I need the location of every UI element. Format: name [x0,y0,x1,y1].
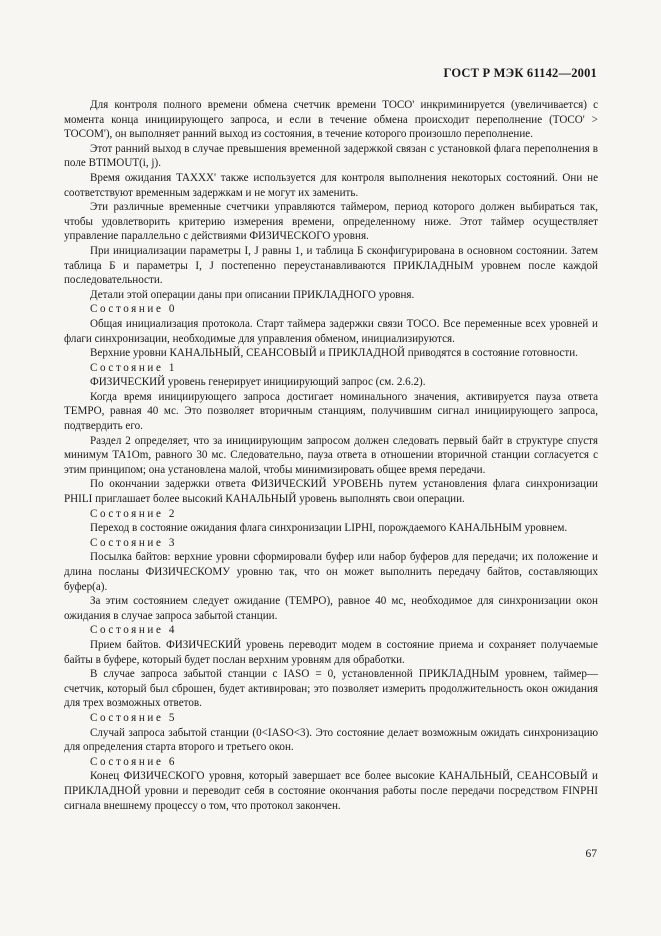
document-body [64,98,598,813]
paragraph: Детали этой операции даны при описании ПРИКЛАДНОГО уровня. [90,288,415,301]
paragraph: В случае запроса забытой станции с IASO = 0, установленной ПРИКЛАДНЫМ уровнем, таймер—счетчик, который был сброшен, будет активирован; это позволяет измерить продолжительность окон ожидания для трех возможных ответов. [64,668,598,710]
paragraph: Прием байтов. ФИЗИЧЕСКИЙ уровень переводит модем в состояние приема и сохраняет получаемые байты в буфере, который будет послан верхним уровням для обработки. [64,638,598,666]
state-heading: Состояние 5 [90,711,178,724]
paragraph: Общая инициализация протокола. Старт таймера задержки связи TOCO. Все переменные всех уровней и флаги синхронизации, необходимые для управления обменом, инициализируются. [64,317,598,345]
paragraph: Посылка байтов: верхние уровни сформировали буфер или набор буферов для передачи; их положение и длина посланы ФИЗИЧЕСКОМУ уровню так, что он может выполнить передачу байтов, составляющих буфер(а). [64,551,598,593]
paragraph: При инициализации параметры I, J равны 1, и таблица Б сконфигурирована в основном состоянии. Затем таблица Б и параметры I, J постепенно переустанавливаются ПРИКЛАДНЫМ уровнем после каждой последовательности. [64,244,598,287]
document-header: ГОСТ Р МЭК 61142—2001 [443,66,597,80]
state-heading: Состояние 1 [90,361,178,374]
state-heading: Состояние 0 [90,303,178,316]
paragraph: Переход в состояние ожидания флага синхронизации LIPHI, порождаемого КАНАЛЬНЫМ уровнем. [90,522,568,535]
paragraph: По окончании задержки ответа ФИЗИЧЕСКИЙ УРОВЕНЬ путем установления флага синхронизации PHILI приглашает более высокий КАНАЛЬНЫЙ уровень выполнять свои операции. [64,478,598,506]
paragraph: Конец ФИЗИЧЕСКОГО уровня, который завершает все более высокие КАНАЛЬНЫЙ, СЕАНСОВЫЙ и ПРИКЛАДНОЙ уровни и переводит себя в состояние окончания работы после передачи посредством FINPHI сигнала внешнему процессу о том, что протокол закончен. [64,770,598,812]
state-heading: Состояние 4 [90,624,178,637]
paragraph: Время ожидания TAXXX' также используется для контроля выполнения некоторых состояний. Они не соответствуют временным задержкам и не могут их заменить. [64,171,598,199]
paragraph: Раздел 2 определяет, что за инициирующим запросом должен следовать первый байт в структуре спустя минимум TA1Om, равного 30 мс. Следовательно, пауза ответа в отношении вторичной станции согласуется с этим принципом; она установлена малой, чтобы минимизировать общее время передачи. [64,434,598,476]
paragraph: За этим состоянием следует ожидание (TEMPO), равное 40 мс, необходимое для синхронизации окон ожидания в случае запроса забытой станции. [64,595,598,622]
paragraph: Случай запроса забытой станции (0<IASO<3). Это состояние делает возможным ожидать синхронизацию для определения старта второго и третьего окон. [64,726,598,754]
paragraph: Верхние уровни КАНАЛЬНЫЙ, СЕАНСОВЫЙ и ПРИКЛАДНОЙ приводятся в состояние готовности. [90,347,578,360]
state-heading: Состояние 3 [90,536,178,549]
state-heading: Состояние 2 [90,507,178,520]
paragraph: Этот ранний выход в случае превышения временной задержкой связан с установкой флага переполнения в поле BTIMOUT(i, j). [64,142,598,170]
paragraph: Эти различные временные счетчики управляются таймером, период которого должен выбираться так, чтобы удовлетворить критерию измерения времени, определенному ниже. Этот таймер осуществляет управление параллельно с действиями ФИЗИЧЕСКОГО уровня. [64,201,598,243]
paragraph: Для контроля полного времени обмена счетчик времени TOCO' инкриминируется (увеличивается) с момента конца инициирующего запроса, и если в течение обмена происходит переполнение (TOCO' > TOCOM'), он выполняет ранний выход из состояния, в течение которого произошло переполнение. [64,99,598,141]
paragraph: ФИЗИЧЕСКИЙ уровень генерирует инициирующий запрос (см. 2.6.2). [90,376,426,389]
state-heading: Состояние 6 [90,755,178,768]
page-number: 67 [585,848,597,860]
paragraph: Когда время инициирующего запроса достигает номинального значения, активируется пауза ответа TEMPO, равная 40 мс. Это позволяет вторичным станциям, получившим сигнал инициирующего запроса, подтвердить его. [64,390,598,433]
